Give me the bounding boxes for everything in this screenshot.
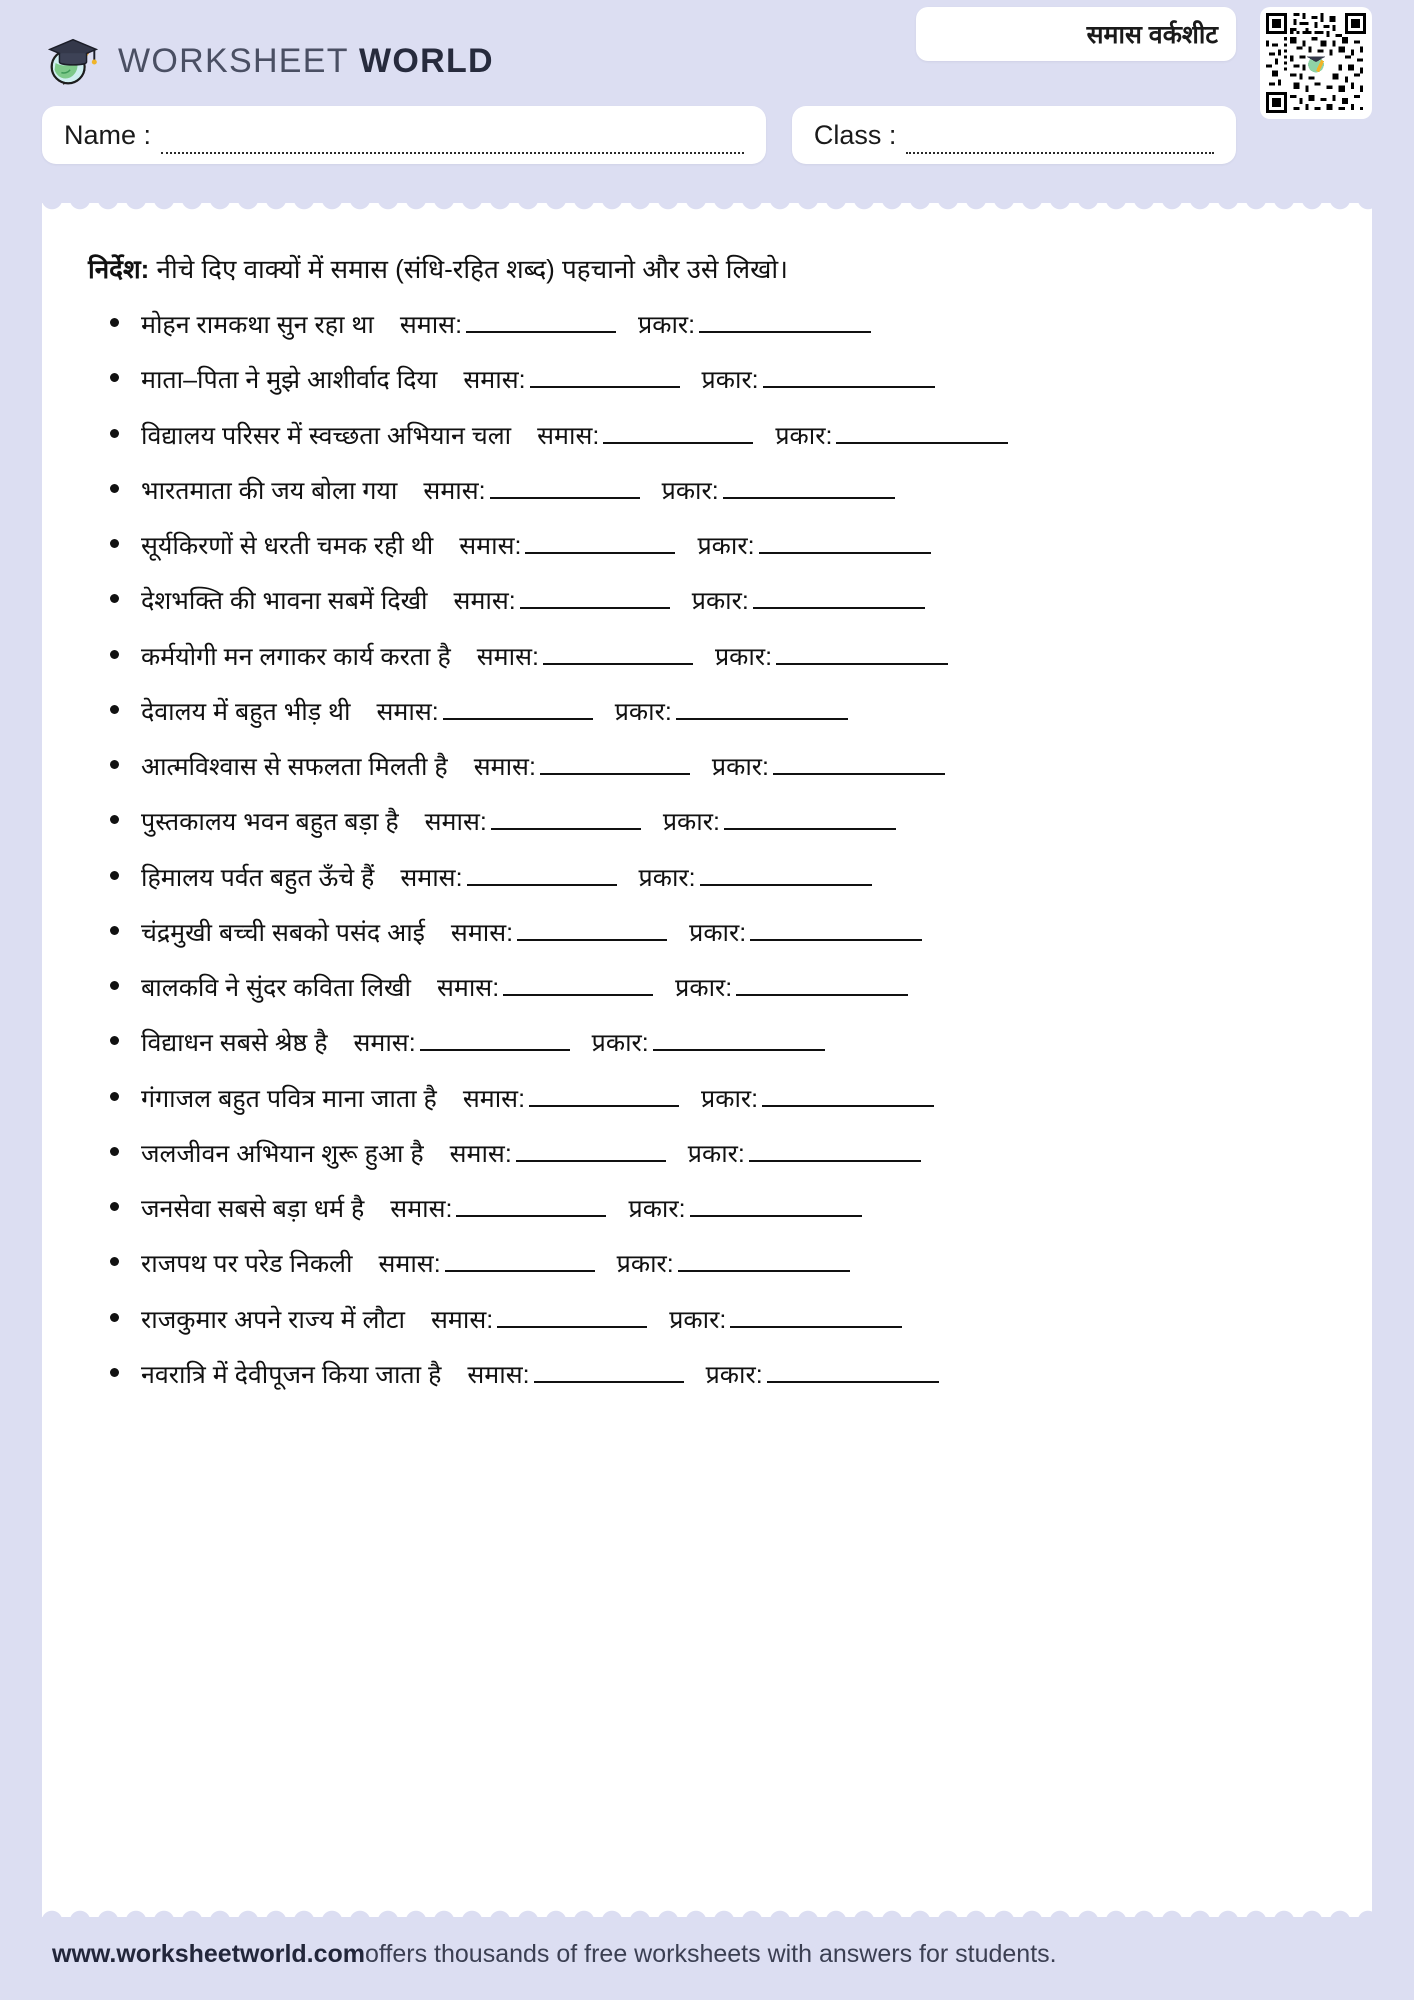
question-item xyxy=(88,422,1326,451)
question-sentence: विद्याधन सबसे श्रेष्ठ है xyxy=(141,1029,328,1058)
question-sentence: चंद्रमुखी बच्ची सबको पसंद आई xyxy=(141,918,425,947)
samas-answer-blank[interactable] xyxy=(543,643,693,665)
bullet-icon xyxy=(110,650,119,659)
samas-answer-blank[interactable] xyxy=(445,1250,595,1272)
question-item xyxy=(88,1306,1326,1335)
question-item xyxy=(88,808,1326,837)
prakar-answer-blank[interactable] xyxy=(753,587,925,609)
samas-label: समास: xyxy=(353,1029,416,1058)
question-item xyxy=(88,1361,1326,1390)
class-input-line[interactable] xyxy=(906,134,1214,154)
page-footer xyxy=(0,1908,1414,2000)
brand-name xyxy=(118,42,494,81)
bullet-icon xyxy=(110,926,119,935)
samas-label: समास: xyxy=(459,532,522,561)
question-sentence: पुस्तकालय भवन बहुत बड़ा है xyxy=(141,808,399,837)
prakar-answer-blank[interactable] xyxy=(762,1085,934,1107)
name-field[interactable] xyxy=(42,106,766,164)
prakar-label: प्रकार: xyxy=(697,532,755,561)
worksheet-paper xyxy=(42,212,1372,1908)
header-top-row xyxy=(42,0,1372,92)
brand-name-bold: WORLD xyxy=(358,41,494,80)
prakar-answer-blank[interactable] xyxy=(699,311,871,333)
prakar-answer-blank[interactable] xyxy=(723,477,895,499)
prakar-label: प्रकार: xyxy=(614,697,672,726)
prakar-answer-blank[interactable] xyxy=(763,366,935,388)
question-item xyxy=(88,698,1326,727)
question-item xyxy=(88,1140,1326,1169)
question-item xyxy=(88,1029,1326,1058)
question-sentence: देशभक्ति की भावना सबमें दिखी xyxy=(141,587,428,616)
question-sentence: विद्यालय परिसर में स्वच्छता अभियान चला xyxy=(141,421,512,450)
question-item xyxy=(88,1195,1326,1224)
bullet-icon xyxy=(110,815,119,824)
samas-answer-blank[interactable] xyxy=(491,808,641,830)
samas-answer-blank[interactable] xyxy=(516,1140,666,1162)
prakar-label: प्रकार: xyxy=(675,974,733,1003)
bullet-icon xyxy=(110,1368,119,1377)
question-sentence: गंगाजल बहुत पवित्र माना जाता है xyxy=(141,1084,437,1113)
prakar-answer-blank[interactable] xyxy=(724,808,896,830)
prakar-answer-blank[interactable] xyxy=(767,1361,939,1383)
question-sentence: आत्मविश्वास से सफलता मिलती है xyxy=(141,753,448,782)
prakar-answer-blank[interactable] xyxy=(653,1029,825,1051)
prakar-label: प्रकार: xyxy=(775,421,833,450)
prakar-answer-blank[interactable] xyxy=(759,532,931,554)
qr-code[interactable] xyxy=(1260,7,1372,119)
samas-answer-blank[interactable] xyxy=(534,1361,684,1383)
samas-label: समास: xyxy=(431,1305,494,1334)
page-header xyxy=(0,0,1414,212)
samas-label: समास: xyxy=(436,974,500,1003)
prakar-answer-blank[interactable] xyxy=(678,1250,850,1272)
brand-name-light: WORKSHEET xyxy=(118,41,349,80)
samas-answer-blank[interactable] xyxy=(503,974,653,996)
bullet-icon xyxy=(110,1313,119,1322)
samas-label: समास: xyxy=(390,1195,453,1224)
prakar-label: प्रकार: xyxy=(662,808,720,837)
bullet-icon xyxy=(110,1036,119,1045)
prakar-label: प्रकार: xyxy=(687,1139,745,1168)
samas-answer-blank[interactable] xyxy=(497,1306,647,1328)
question-item xyxy=(88,366,1326,395)
brand-lockup xyxy=(42,30,494,92)
samas-answer-blank[interactable] xyxy=(466,311,616,333)
name-label: Name : xyxy=(64,119,152,150)
question-item xyxy=(88,974,1326,1003)
question-item xyxy=(88,587,1326,616)
samas-label: समास: xyxy=(537,421,600,450)
question-item xyxy=(88,919,1326,948)
name-input-line[interactable] xyxy=(161,134,744,154)
prakar-label: प्रकार: xyxy=(701,1084,759,1113)
bullet-icon xyxy=(110,1202,119,1211)
prakar-answer-blank[interactable] xyxy=(690,1195,862,1217)
prakar-label: प्रकार: xyxy=(638,311,696,340)
samas-answer-blank[interactable] xyxy=(456,1195,606,1217)
instruction-line xyxy=(88,252,1326,287)
samas-answer-blank[interactable] xyxy=(420,1029,570,1051)
question-item xyxy=(88,477,1326,506)
prakar-label: प्रकार: xyxy=(705,1360,763,1389)
footer-tagline: offers thousands of free worksheets with answers for students. xyxy=(365,1939,1057,1968)
question-sentence: नवरात्रि में देवीपूजन किया जाता है xyxy=(141,1360,442,1389)
prakar-answer-blank[interactable] xyxy=(776,643,948,665)
question-sentence: राजकुमार अपने राज्य में लौटा xyxy=(141,1305,406,1334)
prakar-answer-blank[interactable] xyxy=(700,864,872,886)
prakar-label: प्रकार: xyxy=(701,366,759,395)
bullet-icon xyxy=(110,484,119,493)
question-sentence: जनसेवा सबसे बड़ा धर्म है xyxy=(141,1195,365,1224)
question-sentence: कर्मयोगी मन लगाकर कार्य करता है xyxy=(141,642,451,671)
samas-answer-blank[interactable] xyxy=(520,587,670,609)
question-sentence: राजपथ पर परेड निकली xyxy=(141,1250,353,1279)
prakar-answer-blank[interactable] xyxy=(676,698,848,720)
prakar-label: प्रकार: xyxy=(711,753,769,782)
question-list xyxy=(88,311,1326,1390)
samas-answer-blank[interactable] xyxy=(443,698,593,720)
samas-label: समास: xyxy=(378,1250,441,1279)
question-sentence: सूर्यकिरणों से धरती चमक रही थी xyxy=(141,532,434,561)
bullet-icon xyxy=(110,1147,119,1156)
bullet-icon xyxy=(110,981,119,990)
bullet-icon xyxy=(110,429,119,438)
question-item xyxy=(88,753,1326,782)
samas-label: समास: xyxy=(449,1139,512,1168)
prakar-answer-blank[interactable] xyxy=(773,753,945,775)
prakar-label: प्रकार: xyxy=(591,1029,649,1058)
samas-label: समास: xyxy=(473,753,536,782)
question-item xyxy=(88,1085,1326,1114)
samas-answer-blank[interactable] xyxy=(529,1085,679,1107)
bullet-icon xyxy=(110,594,119,603)
samas-label: समास: xyxy=(399,311,463,340)
worksheet-title-badge: समास वर्कशीट xyxy=(916,7,1236,61)
question-item xyxy=(88,1250,1326,1279)
bullet-icon xyxy=(110,318,119,327)
question-sentence: माता–पिता ने मुझे आशीर्वाद दिया xyxy=(141,366,438,395)
prakar-label: प्रकार: xyxy=(661,476,719,505)
prakar-label: प्रकार: xyxy=(689,918,747,947)
question-sentence: भारतमाता की जय बोला गया xyxy=(141,476,398,505)
samas-answer-blank[interactable] xyxy=(517,919,667,941)
bullet-icon xyxy=(110,705,119,714)
prakar-answer-blank[interactable] xyxy=(750,919,922,941)
question-item xyxy=(88,311,1326,340)
question-sentence: हिमालय पर्वत बहुत ऊँचे हैं xyxy=(141,863,375,892)
samas-answer-blank[interactable] xyxy=(530,366,680,388)
question-sentence: बालकवि ने सुंदर कविता लिखी xyxy=(141,974,411,1003)
prakar-label: प्रकार: xyxy=(628,1195,686,1224)
question-item xyxy=(88,864,1326,893)
prakar-answer-blank[interactable] xyxy=(736,974,908,996)
question-sentence: जलजीवन अभियान शुरू हुआ है xyxy=(141,1139,424,1168)
prakar-label: प्रकार: xyxy=(638,863,696,892)
prakar-label: प्रकार: xyxy=(669,1305,727,1334)
samas-answer-blank[interactable] xyxy=(540,753,690,775)
samas-label: समास: xyxy=(400,863,463,892)
class-label: Class : xyxy=(813,119,897,150)
samas-label: समास: xyxy=(476,642,539,671)
samas-answer-blank[interactable] xyxy=(603,422,753,444)
question-item xyxy=(88,532,1326,561)
samas-label: समास: xyxy=(424,808,487,837)
header-right-group xyxy=(916,3,1372,119)
bullet-icon xyxy=(110,871,119,880)
prakar-label: प्रकार: xyxy=(616,1250,674,1279)
samas-label: समास: xyxy=(467,1360,530,1389)
prakar-answer-blank[interactable] xyxy=(730,1306,902,1328)
prakar-label: प्रकार: xyxy=(714,642,773,671)
question-sentence: देवालय में बहुत भीड़ थी xyxy=(141,697,351,726)
samas-answer-blank[interactable] xyxy=(467,864,617,886)
instruction-label: निर्देश: xyxy=(88,254,150,284)
bullet-icon xyxy=(110,1092,119,1101)
prakar-answer-blank[interactable] xyxy=(749,1140,921,1162)
prakar-label: प्रकार: xyxy=(691,587,749,616)
samas-label: समास: xyxy=(453,587,516,616)
samas-label: समास: xyxy=(423,476,486,505)
class-field[interactable] xyxy=(792,106,1236,164)
worksheet-body xyxy=(42,212,1372,1908)
bullet-icon xyxy=(110,1257,119,1266)
graduation-cap-globe-pencil-logo xyxy=(42,30,104,92)
samas-label: समास: xyxy=(376,697,439,726)
samas-label: समास: xyxy=(462,1084,526,1113)
samas-answer-blank[interactable] xyxy=(525,532,675,554)
bullet-icon xyxy=(110,760,119,769)
bullet-icon xyxy=(110,373,119,382)
samas-label: समास: xyxy=(463,366,526,395)
question-item xyxy=(88,643,1326,672)
prakar-answer-blank[interactable] xyxy=(836,422,1008,444)
question-sentence: मोहन रामकथा सुन रहा था xyxy=(141,311,374,340)
bullet-icon xyxy=(110,539,119,548)
instruction-text: नीचे दिए वाक्यों में समास (संधि-रहित शब्द) पहचानो और उसे लिखो। xyxy=(156,254,788,284)
samas-answer-blank[interactable] xyxy=(490,477,640,499)
samas-label: समास: xyxy=(450,918,514,947)
footer-site-url[interactable]: www.worksheetworld.com xyxy=(52,1939,366,1968)
